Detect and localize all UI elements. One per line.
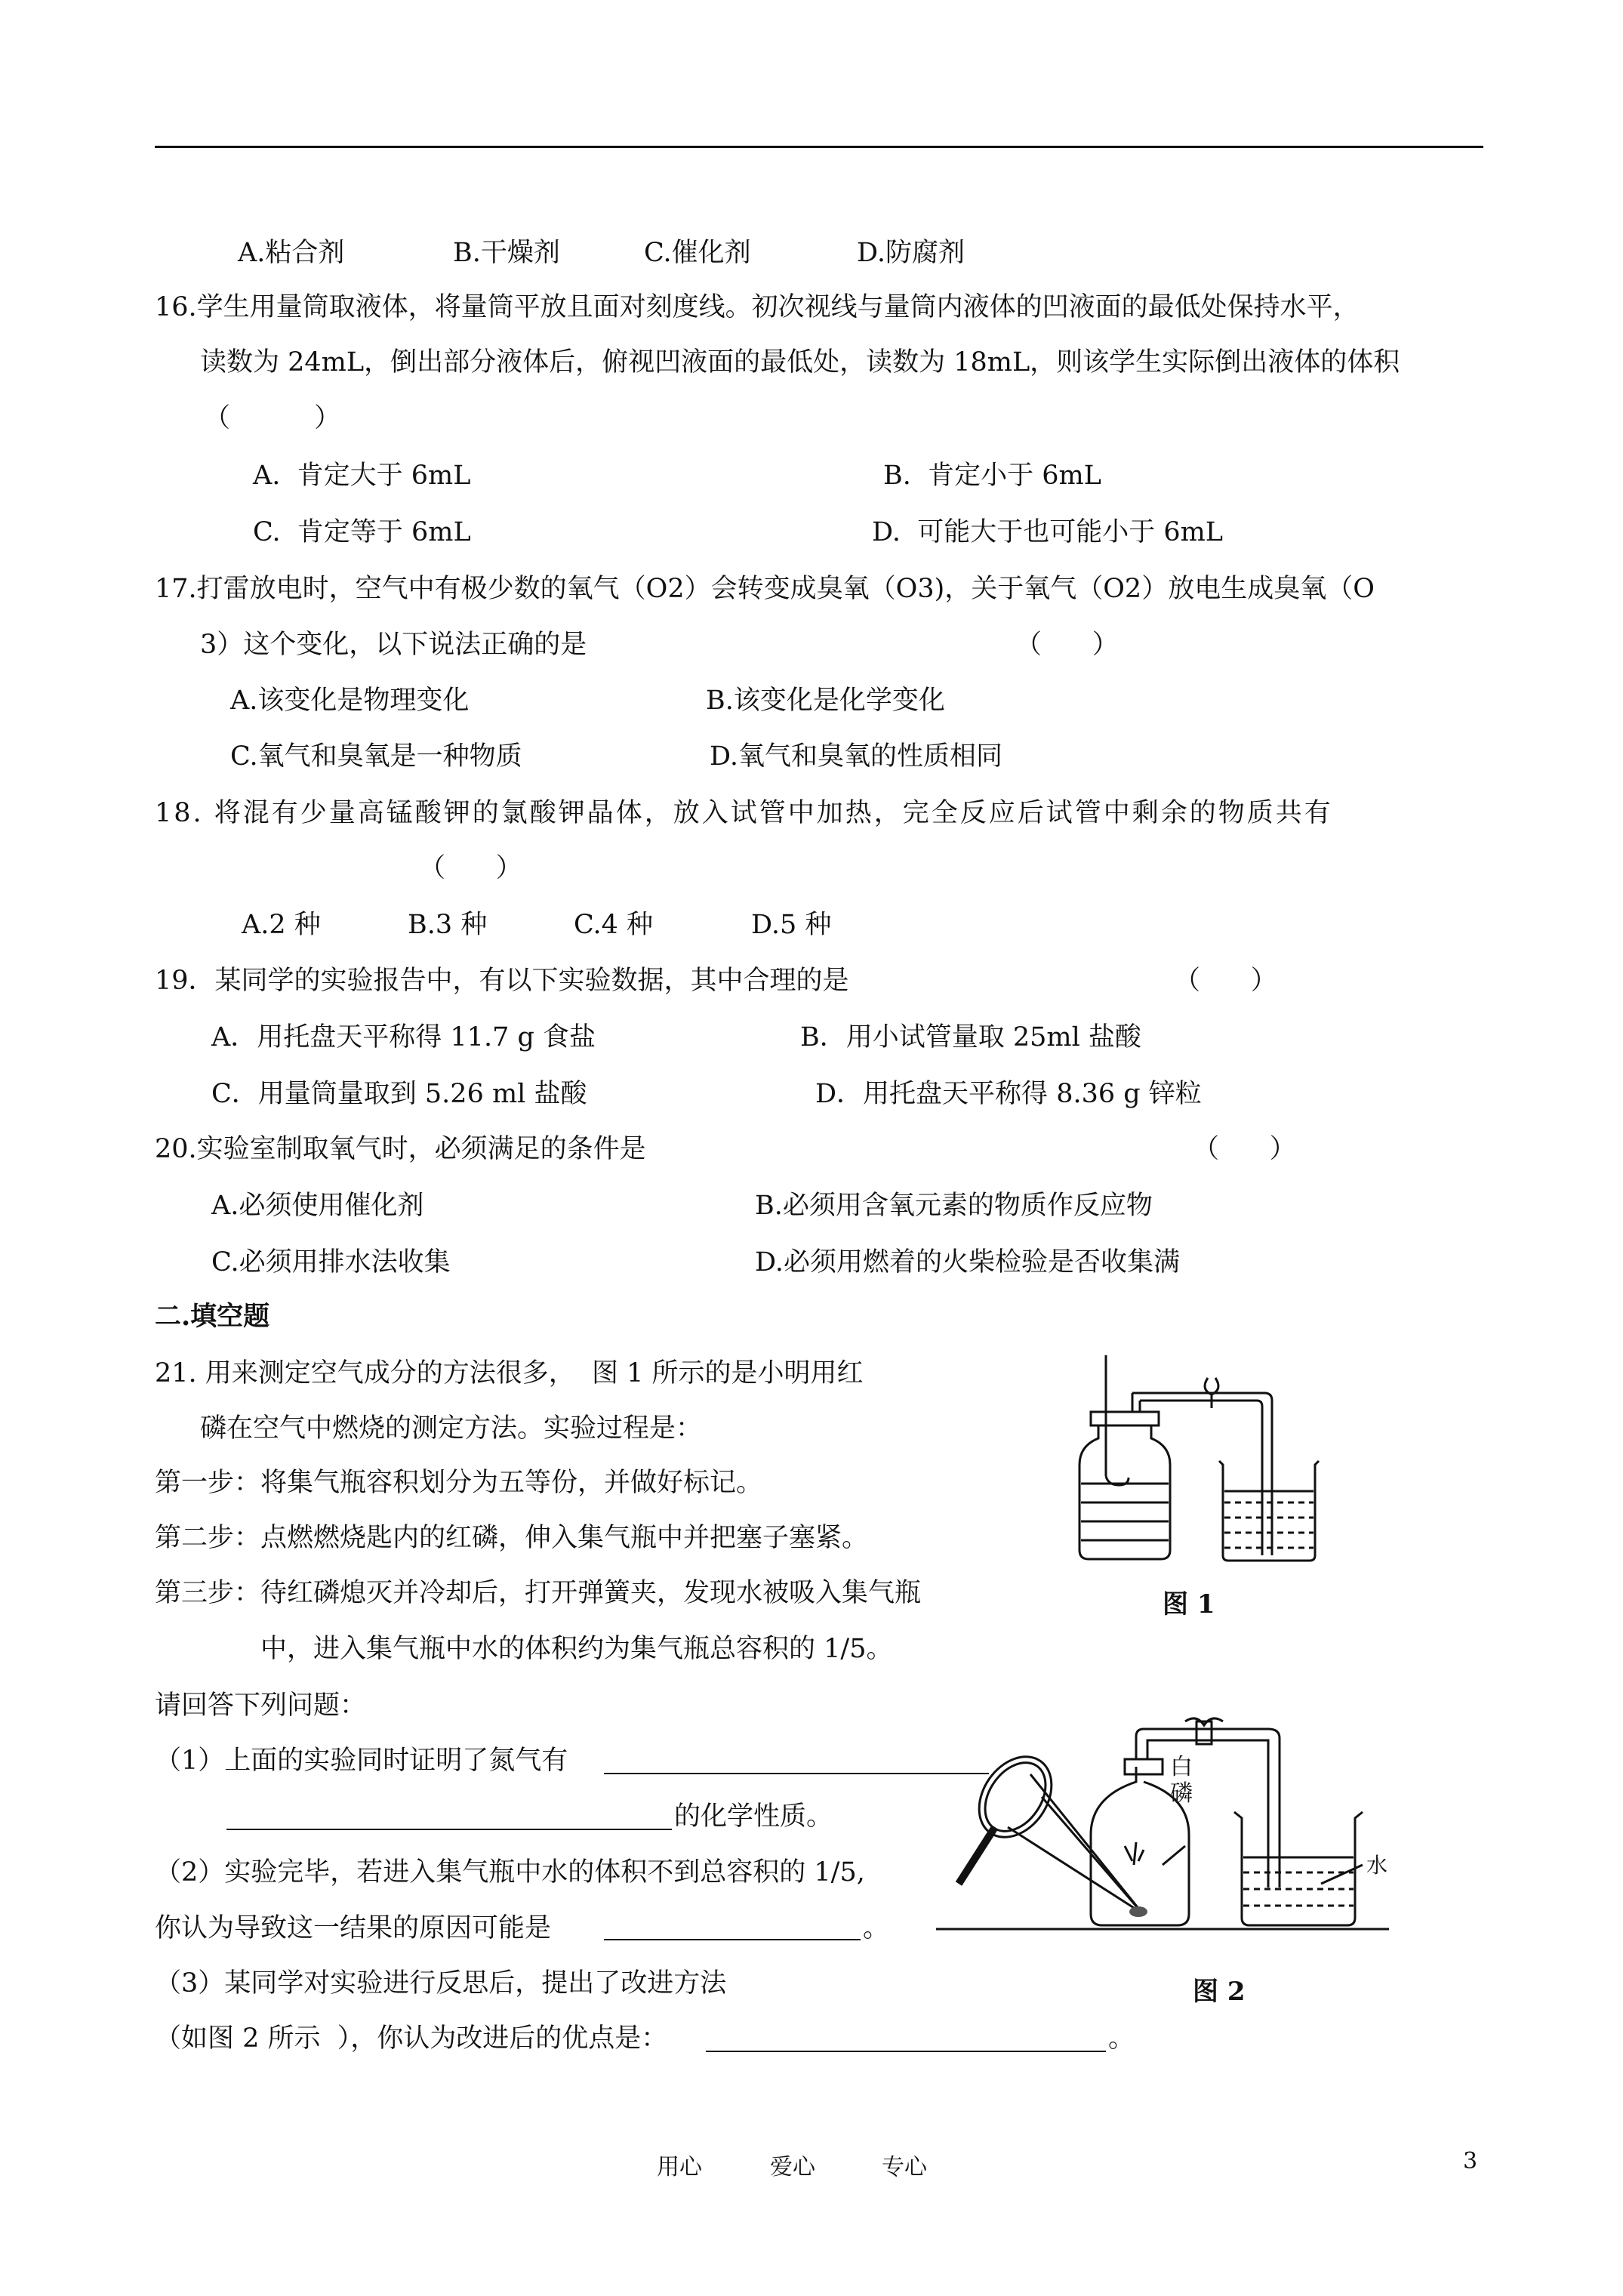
figure-2-label-white-phosphorus-1: 白	[1170, 1754, 1193, 1780]
figure-2-label-white-phosphorus-2: 磷	[1170, 1780, 1193, 1807]
q16-option-a: A. 肯定大于 6mL	[253, 461, 471, 491]
footer-slogan-2: 爱心	[770, 2154, 815, 2180]
q21-step3-line2: 中，进入集气瓶中水的体积约为集气瓶总容积的 1/5。	[260, 1634, 893, 1664]
figure-1-caption: 图 1	[1163, 1589, 1215, 1620]
q17-option-a: A.该变化是物理变化	[230, 686, 470, 716]
q17-stem-line2: 3）这个变化，以下说法正确的是	[200, 630, 587, 660]
q21-part1-suffix: 的化学性质。	[674, 1801, 833, 1832]
q17-option-d: D.氧气和臭氧的性质相同	[710, 741, 1002, 772]
q20-option-b: B.必须用含氧元素的物质作反应物	[755, 1191, 1153, 1221]
q19-stem: 19．某同学的实验报告中，有以下实验数据，其中合理的是	[155, 966, 849, 996]
q21-stem-line1: 21. 用来测定空气成分的方法很多， 图 1 所示的是小明用红	[155, 1358, 864, 1388]
q17-answer-bracket: （ ）	[1015, 630, 1119, 660]
q19-option-a: A．用托盘天平称得 11.7 g 食盐	[211, 1022, 596, 1052]
q16-answer-bracket: （ ）	[204, 403, 341, 433]
q21-part1-text: （1）上面的实验同时证明了氮气有	[155, 1746, 568, 1776]
footer-slogan-1: 用心	[657, 2154, 702, 2180]
q17-option-b: B.该变化是化学变化	[706, 686, 945, 716]
q21-part2-line2: 你认为导致这一结果的原因可能是	[155, 1913, 552, 1943]
q20-answer-bracket: （ ）	[1193, 1134, 1296, 1164]
q21-part1-blank-2[interactable]	[226, 1829, 672, 1830]
q18-stem-line1: 18. 将混有少量高锰酸钾的氯酸钾晶体，放入试管中加热，完全反应后试管中剩余的物质共有	[155, 798, 1333, 828]
footer-slogan-3: 专心	[882, 2154, 927, 2180]
q21-step2: 第二步：点燃燃烧匙内的红磷，伸入集气瓶中并把塞子塞紧。	[155, 1523, 869, 1553]
q18-option-d: D.5 种	[751, 910, 832, 940]
q16-stem-line2: 读数为 24mL，倒出部分液体后，俯视凹液面的最低处，读数为 18mL，则该学生实际倒出液体的体积	[200, 347, 1400, 378]
q16-option-b: B. 肯定小于 6mL	[883, 461, 1101, 491]
q17-stem-line1: 17.打雷放电时，空气中有极少数的氧气（O2）会转变成臭氧（O3)，关于氧气（O2）放电生成臭氧（O	[155, 574, 1375, 604]
q21-stem-line2: 磷在空气中燃烧的测定方法。实验过程是：	[200, 1413, 703, 1444]
q17-option-c: C.氧气和臭氧是一种物质	[230, 741, 522, 772]
q18-option-b: B.3 种	[408, 910, 488, 940]
q20-option-c: C.必须用排水法收集	[211, 1247, 451, 1277]
q19-answer-bracket: （ ）	[1174, 966, 1277, 996]
header-rule	[155, 146, 1483, 148]
q20-stem: 20.实验室制取氧气时，必须满足的条件是	[155, 1134, 646, 1164]
q21-prompt: 请回答下列问题：	[155, 1690, 367, 1721]
q15-option-b: B.干燥剂	[453, 238, 560, 268]
figure-1-apparatus	[1072, 1348, 1344, 1574]
q20-option-a: A.必须使用催化剂	[211, 1191, 424, 1221]
q15-option-c: C.催化剂	[644, 238, 751, 268]
q21-part2-line1: （2）实验完毕，若进入集气瓶中水的体积不到总容积的 1/5,	[155, 1857, 865, 1888]
q18-answer-bracket: （ ）	[419, 853, 522, 883]
q21-part2-blank[interactable]	[604, 1939, 861, 1940]
q15-option-d: D.防腐剂	[857, 238, 965, 268]
q20-option-d: D.必须用燃着的火柴检验是否收集满	[755, 1247, 1180, 1277]
section-title-fill-in: 二.填空题	[155, 1301, 270, 1332]
q21-part1-blank-1[interactable]	[604, 1773, 989, 1774]
q16-option-d: D. 可能大于也可能小于 6mL	[872, 517, 1224, 547]
q16-option-c: C. 肯定等于 6mL	[253, 517, 471, 547]
q21-part3-blank[interactable]	[706, 2051, 1106, 2052]
figure-2-caption: 图 2	[1193, 1977, 1246, 2007]
q21-step1: 第一步：将集气瓶容积划分为五等份，并做好标记。	[155, 1468, 763, 1498]
q16-stem-line1: 16.学生用量筒取液体，将量筒平放且面对刻度线。初次视线与量筒内液体的凹液面的最低处保持水平，	[155, 292, 1360, 322]
q18-option-c: C.4 种	[574, 910, 654, 940]
q21-part3-line1: （3）某同学对实验进行反思后，提出了改进方法	[155, 1968, 727, 1999]
q18-option-a: A.2 种	[242, 910, 321, 940]
figure-2-label-water: 水	[1366, 1853, 1388, 1878]
q19-option-d: D．用托盘天平称得 8.36 g 锌粒	[815, 1079, 1202, 1109]
q21-part3-line2: （如图 2 所示 ），你认为改进后的优点是：	[155, 2023, 668, 2054]
q21-part2-period: 。	[863, 1913, 890, 1943]
q19-option-b: B．用小试管量取 25ml 盐酸	[800, 1022, 1141, 1052]
q21-step3-line1: 第三步：待红磷熄灭并冷却后，打开弹簧夹，发现水被吸入集气瓶	[155, 1578, 922, 1608]
q15-option-a: A.粘合剂	[238, 238, 345, 268]
q21-part3-period: 。	[1108, 2023, 1135, 2054]
figure-2-apparatus	[936, 1714, 1419, 1940]
q19-option-c: C．用量筒量取到 5.26 ml 盐酸	[211, 1079, 587, 1109]
page-number: 3	[1463, 2148, 1478, 2174]
